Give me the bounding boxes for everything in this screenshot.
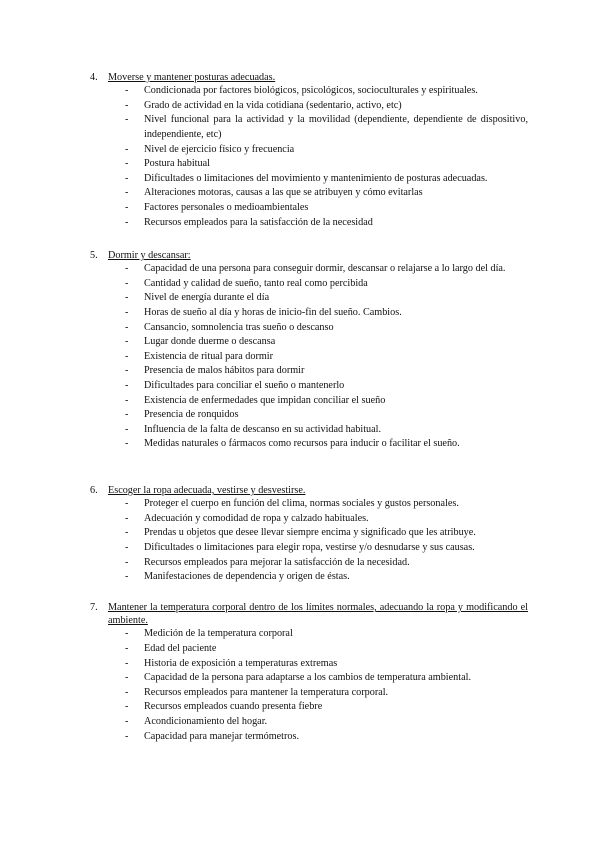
- section-7: [90, 601, 528, 744]
- list-item: - Dificultades o limitaciones del movimiento y mantenimiento de posturas adecuadas.: [90, 172, 528, 187]
- section-title: Escoger la ropa adecuada, vestirse y desvestirse.: [108, 485, 306, 496]
- list-item: - Presencia de malos hábitos para dormir: [90, 364, 528, 379]
- bullet-dash: -: [125, 263, 129, 275]
- bullet-dash: -: [125, 556, 129, 568]
- section-6: [90, 484, 528, 585]
- list-item: - Capacidad de la persona para adaptarse a los cambios de temperatura ambiental.: [90, 671, 528, 686]
- item-list: [90, 497, 528, 585]
- bullet-dash: -: [125, 643, 129, 654]
- section-number: 7.: [90, 602, 98, 613]
- section-number: 5.: [90, 250, 98, 261]
- section-title: Dormir y descansar:: [108, 250, 191, 261]
- section-4: [90, 71, 528, 230]
- bullet-dash: -: [125, 143, 129, 155]
- bullet-dash: -: [125, 277, 129, 289]
- bullet-dash: -: [125, 350, 129, 362]
- list-item: - Dificultades para conciliar el sueño o mantenerlo: [90, 379, 528, 394]
- bullet-dash: -: [125, 99, 129, 111]
- list-item: - Postura habitual: [90, 157, 528, 172]
- section-heading: [90, 484, 528, 497]
- bullet-dash: -: [125, 292, 129, 304]
- bullet-dash: -: [125, 409, 129, 421]
- bullet-dash: -: [125, 216, 129, 228]
- bullet-dash: -: [125, 201, 129, 213]
- bullet-dash: -: [125, 321, 129, 333]
- list-item: - Recursos empleados para mantener la temperatura corporal.: [90, 686, 528, 701]
- bullet-dash: -: [125, 730, 129, 742]
- list-item: - Capacidad para manejar termómetros.: [90, 730, 528, 745]
- bullet-dash: -: [125, 438, 129, 450]
- list-item: - Nivel funcional para la actividad y la movilidad (dependiente, dependiente de dispositivo, independiente, etc): [90, 113, 528, 142]
- bullet-dash: -: [125, 686, 129, 698]
- list-item: - Manifestaciones de dependencia y origen de éstas.: [90, 570, 528, 585]
- bullet-dash: -: [125, 365, 129, 377]
- bullet-dash: -: [125, 158, 129, 170]
- list-item: - Medición de la temperatura corporal: [90, 627, 528, 642]
- list-item: - Acondicionamiento del hogar.: [90, 715, 528, 730]
- list-item: - Condicionada por factores biológicos, psicológicos, socioculturales y espirituales.: [90, 84, 528, 99]
- list-item: - Edad del paciente: [90, 642, 528, 657]
- list-item: - Grado de actividad en la vida cotidiana (sedentario, activo, etc): [90, 99, 528, 114]
- bullet-dash: -: [125, 423, 129, 435]
- list-item: - Cansancio, somnolencia tras sueño o descanso: [90, 321, 528, 336]
- list-item: - Alteraciones motoras, causas a las que se atribuyen y cómo evitarlas: [90, 186, 528, 201]
- list-item: - Recursos empleados para mejorar la satisfacción de la necesidad.: [90, 556, 528, 571]
- section-number: 4.: [90, 72, 98, 83]
- list-item: - Cantidad y calidad de sueño, tanto real como percibida: [90, 277, 528, 292]
- list-item: - Proteger el cuerpo en función del clima, normas sociales y gustos personales.: [90, 497, 528, 512]
- list-item: - Medidas naturales o fármacos como recursos para inducir o facilitar el sueño.: [90, 437, 528, 452]
- section-heading: [90, 601, 528, 627]
- bullet-dash: -: [125, 527, 129, 539]
- list-item: - Dificultades o limitaciones para elegir ropa, vestirse y/o desnudarse y sus causas.: [90, 541, 528, 556]
- list-item: - Influencia de la falta de descanso en su actividad habitual.: [90, 423, 528, 438]
- bullet-dash: -: [125, 306, 129, 318]
- list-item: - Recursos empleados para la satisfacción de la necesidad: [90, 216, 528, 231]
- bullet-dash: -: [125, 672, 129, 684]
- bullet-dash: -: [125, 394, 129, 406]
- list-item: - Presencia de ronquidos: [90, 408, 528, 423]
- section-title: Moverse y mantener posturas adecuadas.: [108, 72, 276, 83]
- bullet-dash: -: [125, 114, 129, 126]
- list-item: - Nivel de energía durante el día: [90, 291, 528, 306]
- bullet-dash: -: [125, 701, 129, 713]
- list-item: - Existencia de ritual para dormir: [90, 350, 528, 365]
- list-item: - Factores personales o medioambientales: [90, 201, 528, 216]
- list-item: - Prendas u objetos que desee llevar siempre encima y significado que les atribuye.: [90, 526, 528, 541]
- list-item: - Existencia de enfermedades que impidan conciliar el sueño: [90, 394, 528, 409]
- section-heading: [90, 71, 528, 84]
- item-list: [90, 627, 528, 744]
- list-item: - Lugar donde duerme o descansa: [90, 335, 528, 350]
- list-item: - Historia de exposición a temperaturas extremas: [90, 657, 528, 672]
- bullet-dash: -: [125, 498, 129, 510]
- list-item: - Nivel de ejercicio físico y frecuencia: [90, 143, 528, 158]
- section-title: Mantener la temperatura corporal dentro de los límites normales, adecuando la ropa y modificando el ambiente.: [108, 602, 528, 627]
- bullet-dash: -: [125, 512, 129, 524]
- item-list: [90, 84, 528, 230]
- bullet-dash: -: [125, 715, 129, 727]
- bullet-dash: -: [125, 657, 129, 669]
- list-item: - Capacidad de una persona para conseguir dormir, descansar o relajarse a lo largo del día.: [90, 262, 528, 277]
- section-number: 6.: [90, 485, 98, 496]
- section-heading: [90, 249, 528, 262]
- bullet-dash: -: [125, 172, 129, 184]
- list-item: - Horas de sueño al día y horas de inicio-fin del sueño. Cambios.: [90, 306, 528, 321]
- bullet-dash: -: [125, 85, 129, 97]
- section-5: [90, 249, 528, 452]
- bullet-dash: -: [125, 187, 129, 199]
- bullet-dash: -: [125, 336, 129, 348]
- bullet-dash: -: [125, 379, 129, 391]
- item-list: [90, 262, 528, 452]
- bullet-dash: -: [125, 541, 129, 553]
- bullet-dash: -: [125, 571, 129, 583]
- list-item: - Recursos empleados cuando presenta fiebre: [90, 700, 528, 715]
- list-item: - Adecuación y comodidad de ropa y calzado habituales.: [90, 512, 528, 527]
- bullet-dash: -: [125, 628, 129, 640]
